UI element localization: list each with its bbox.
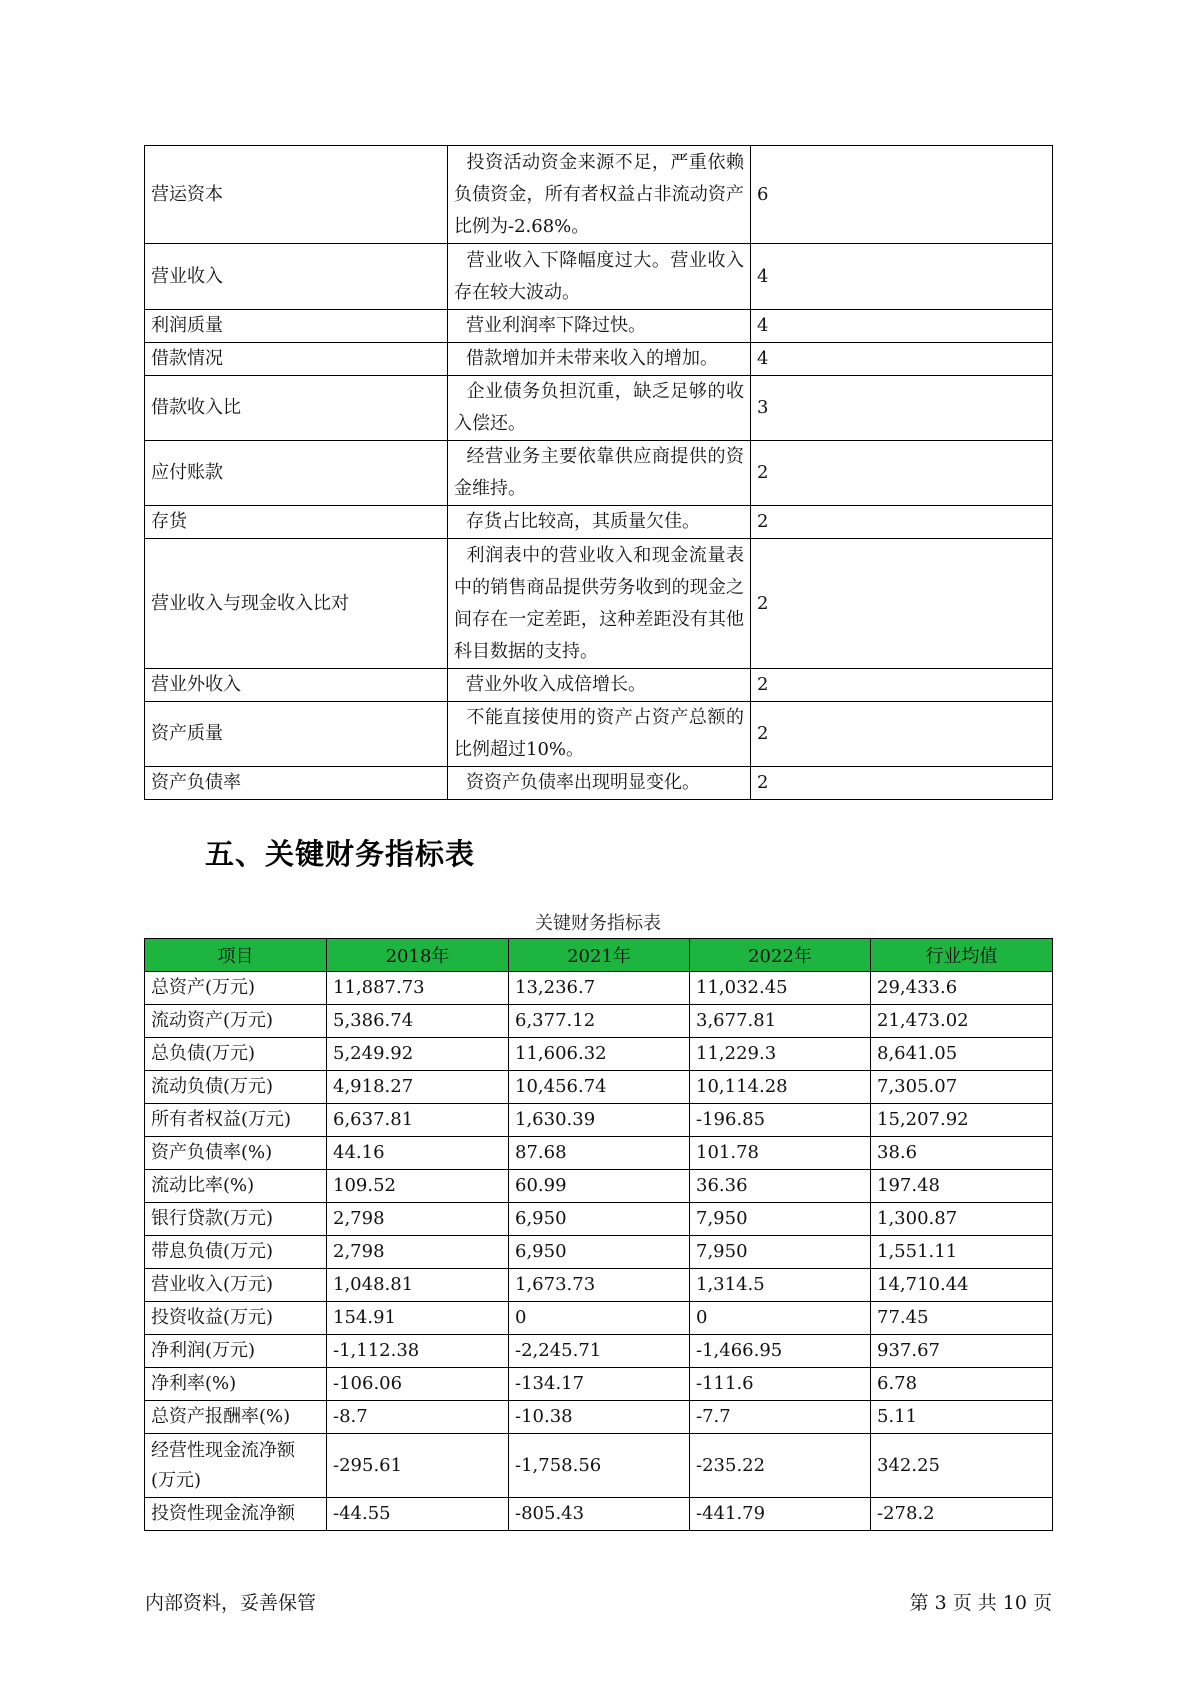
risk-item-cell: 营运资本 [145, 146, 448, 244]
risk-table-body [145, 146, 1053, 800]
table-header-row [145, 939, 1053, 972]
table-row [145, 1170, 1053, 1203]
indicator-value-cell: 0 [690, 1302, 871, 1335]
indicator-name-cell: 资产负债率(%) [145, 1137, 327, 1170]
indicator-value-cell: 6,377.12 [509, 1005, 690, 1038]
indicator-value-cell: -111.6 [690, 1368, 871, 1401]
indicator-value-cell: 10,114.28 [690, 1071, 871, 1104]
indicator-value-cell: 60.99 [509, 1170, 690, 1203]
indicator-value-cell: 38.6 [871, 1137, 1053, 1170]
risk-score-cell: 2 [751, 441, 1053, 506]
indicator-value-cell: 1,551.11 [871, 1236, 1053, 1269]
indicator-value-cell: -805.43 [509, 1498, 690, 1531]
indicator-value-cell: 29,433.6 [871, 972, 1053, 1005]
risk-item-cell: 利润质量 [145, 310, 448, 343]
table-row [145, 1401, 1053, 1434]
indicator-value-cell: 21,473.02 [871, 1005, 1053, 1038]
indicator-value-cell: 15,207.92 [871, 1104, 1053, 1137]
risk-item-cell: 资产质量 [145, 702, 448, 767]
indicator-value-cell: 5.11 [871, 1401, 1053, 1434]
header-2022: 2022年 [690, 939, 871, 972]
risk-score-cell: 2 [751, 506, 1053, 539]
indicator-value-cell: 3,677.81 [690, 1005, 871, 1038]
table-row [145, 669, 1053, 702]
indicator-value-cell: 1,314.5 [690, 1269, 871, 1302]
table-row [145, 1137, 1053, 1170]
indicator-value-cell: -106.06 [327, 1368, 509, 1401]
indicator-name-cell: 净利率(%) [145, 1368, 327, 1401]
table-row [145, 1104, 1053, 1137]
risk-item-cell: 营业外收入 [145, 669, 448, 702]
table-row [145, 506, 1053, 539]
indicator-name-cell: 流动比率(%) [145, 1170, 327, 1203]
header-item: 项目 [145, 939, 327, 972]
indicator-value-cell: 11,032.45 [690, 972, 871, 1005]
indicator-name-cell: 总资产(万元) [145, 972, 327, 1005]
table-row [145, 441, 1053, 506]
financial-indicators-table [144, 938, 1053, 1531]
table-row [145, 1335, 1053, 1368]
risk-desc-cell: 利润表中的营业收入和现金流量表中的销售商品提供劳务收到的现金之间存在一定差距，这种差距没有其他科目数据的支持。 [448, 539, 751, 669]
indicator-value-cell: 6,637.81 [327, 1104, 509, 1137]
table-row [145, 1203, 1053, 1236]
indicator-value-cell: 5,386.74 [327, 1005, 509, 1038]
indicator-value-cell: -10.38 [509, 1401, 690, 1434]
indicator-value-cell: 1,630.39 [509, 1104, 690, 1137]
table-row [145, 1005, 1053, 1038]
indicator-value-cell: 109.52 [327, 1170, 509, 1203]
table-row [145, 767, 1053, 800]
risk-item-cell: 存货 [145, 506, 448, 539]
indicator-value-cell: -278.2 [871, 1498, 1053, 1531]
risk-item-cell: 借款收入比 [145, 376, 448, 441]
indicator-name-cell: 总负债(万元) [145, 1038, 327, 1071]
table-row [145, 1038, 1053, 1071]
risk-score-cell: 4 [751, 310, 1053, 343]
section-heading: 五、关键财务指标表 [205, 837, 476, 871]
risk-item-cell: 借款情况 [145, 343, 448, 376]
risk-desc-cell: 营业利润率下降过快。 [448, 310, 751, 343]
indicator-value-cell: 7,305.07 [871, 1071, 1053, 1104]
risk-desc-cell: 投资活动资金来源不足，严重依赖负债资金，所有者权益占非流动资产比例为-2.68%。 [448, 146, 751, 244]
indicator-name-cell: 总资产报酬率(%) [145, 1401, 327, 1434]
risk-desc-cell: 存货占比较高，其质量欠佳。 [448, 506, 751, 539]
indicator-name-cell: 经营性现金流净额(万元) [145, 1434, 327, 1498]
table-row [145, 1498, 1053, 1531]
table-row [145, 310, 1053, 343]
indicator-name-cell: 投资性现金流净额 [145, 1498, 327, 1531]
table-row [145, 1269, 1053, 1302]
indicator-value-cell: 197.48 [871, 1170, 1053, 1203]
risk-item-cell: 营业收入与现金收入比对 [145, 539, 448, 669]
indicator-value-cell: 1,048.81 [327, 1269, 509, 1302]
indicator-value-cell: 8,641.05 [871, 1038, 1053, 1071]
indicator-value-cell: -295.61 [327, 1434, 509, 1498]
risk-item-cell: 资产负债率 [145, 767, 448, 800]
indicator-value-cell: 1,673.73 [509, 1269, 690, 1302]
indicator-value-cell: 7,950 [690, 1236, 871, 1269]
risk-item-cell: 应付账款 [145, 441, 448, 506]
indicator-value-cell: 44.16 [327, 1137, 509, 1170]
indicator-value-cell: -1,758.56 [509, 1434, 690, 1498]
indicator-value-cell: -8.7 [327, 1401, 509, 1434]
table-row [145, 244, 1053, 310]
indicator-value-cell: 937.67 [871, 1335, 1053, 1368]
indicator-value-cell: 2,798 [327, 1236, 509, 1269]
risk-desc-cell: 经营业务主要依靠供应商提供的资金维持。 [448, 441, 751, 506]
indicator-value-cell: 2,798 [327, 1203, 509, 1236]
indicator-value-cell: -196.85 [690, 1104, 871, 1137]
table-row [145, 1071, 1053, 1104]
table-caption: 关键财务指标表 [535, 913, 661, 934]
indicator-value-cell: 87.68 [509, 1137, 690, 1170]
risk-desc-cell: 营业收入下降幅度过大。营业收入存在较大波动。 [448, 244, 751, 310]
table-row [145, 343, 1053, 376]
indicator-value-cell: 154.91 [327, 1302, 509, 1335]
indicator-name-cell: 流动负债(万元) [145, 1071, 327, 1104]
indicator-value-cell: 77.45 [871, 1302, 1053, 1335]
risk-score-cell: 4 [751, 244, 1053, 310]
risk-desc-cell: 资资产负债率出现明显变化。 [448, 767, 751, 800]
indicator-value-cell: 6,950 [509, 1203, 690, 1236]
risk-score-cell: 3 [751, 376, 1053, 441]
indicator-value-cell: 4,918.27 [327, 1071, 509, 1104]
financial-table-body [145, 972, 1053, 1531]
indicator-value-cell: 342.25 [871, 1434, 1053, 1498]
footer-page-number: 第 3 页 共 10 页 [909, 1592, 1052, 1614]
indicator-value-cell: 11,606.32 [509, 1038, 690, 1071]
indicator-value-cell: 13,236.7 [509, 972, 690, 1005]
indicator-value-cell: -441.79 [690, 1498, 871, 1531]
indicator-value-cell: -7.7 [690, 1401, 871, 1434]
indicator-value-cell: -235.22 [690, 1434, 871, 1498]
risk-score-cell: 2 [751, 539, 1053, 669]
indicator-value-cell: 36.36 [690, 1170, 871, 1203]
indicator-value-cell: 11,887.73 [327, 972, 509, 1005]
indicator-value-cell: 14,710.44 [871, 1269, 1053, 1302]
risk-desc-cell: 企业债务负担沉重，缺乏足够的收入偿还。 [448, 376, 751, 441]
header-2021: 2021年 [509, 939, 690, 972]
indicator-value-cell: 10,456.74 [509, 1071, 690, 1104]
indicator-value-cell: -1,112.38 [327, 1335, 509, 1368]
risk-score-cell: 2 [751, 767, 1053, 800]
table-row [145, 1368, 1053, 1401]
indicator-value-cell: 1,300.87 [871, 1203, 1053, 1236]
table-row [145, 376, 1053, 441]
indicator-name-cell: 银行贷款(万元) [145, 1203, 327, 1236]
risk-score-cell: 4 [751, 343, 1053, 376]
header-industry-avg: 行业均值 [871, 939, 1053, 972]
indicator-value-cell: 6,950 [509, 1236, 690, 1269]
table-row [145, 972, 1053, 1005]
table-row [145, 1302, 1053, 1335]
risk-item-cell: 营业收入 [145, 244, 448, 310]
table-row [145, 1236, 1053, 1269]
header-2018: 2018年 [327, 939, 509, 972]
indicator-name-cell: 流动资产(万元) [145, 1005, 327, 1038]
indicator-name-cell: 营业收入(万元) [145, 1269, 327, 1302]
indicator-value-cell: -2,245.71 [509, 1335, 690, 1368]
indicator-value-cell: -1,466.95 [690, 1335, 871, 1368]
risk-table [144, 145, 1053, 800]
indicator-value-cell: 0 [509, 1302, 690, 1335]
table-row [145, 1434, 1053, 1498]
indicator-name-cell: 带息负债(万元) [145, 1236, 327, 1269]
risk-score-cell: 2 [751, 669, 1053, 702]
table-row [145, 702, 1053, 767]
table-row [145, 146, 1053, 244]
indicator-value-cell: 11,229.3 [690, 1038, 871, 1071]
footer-confidential-note: 内部资料，妥善保管 [145, 1592, 317, 1614]
table-row [145, 539, 1053, 669]
risk-desc-cell: 借款增加并未带来收入的增加。 [448, 343, 751, 376]
risk-score-cell: 6 [751, 146, 1053, 244]
indicator-value-cell: 7,950 [690, 1203, 871, 1236]
indicator-name-cell: 投资收益(万元) [145, 1302, 327, 1335]
risk-score-cell: 2 [751, 702, 1053, 767]
indicator-value-cell: 6.78 [871, 1368, 1053, 1401]
indicator-value-cell: -44.55 [327, 1498, 509, 1531]
indicator-name-cell: 所有者权益(万元) [145, 1104, 327, 1137]
indicator-value-cell: -134.17 [509, 1368, 690, 1401]
indicator-value-cell: 101.78 [690, 1137, 871, 1170]
indicator-value-cell: 5,249.92 [327, 1038, 509, 1071]
indicator-name-cell: 净利润(万元) [145, 1335, 327, 1368]
risk-desc-cell: 营业外收入成倍增长。 [448, 669, 751, 702]
risk-desc-cell: 不能直接使用的资产占资产总额的比例超过10%。 [448, 702, 751, 767]
